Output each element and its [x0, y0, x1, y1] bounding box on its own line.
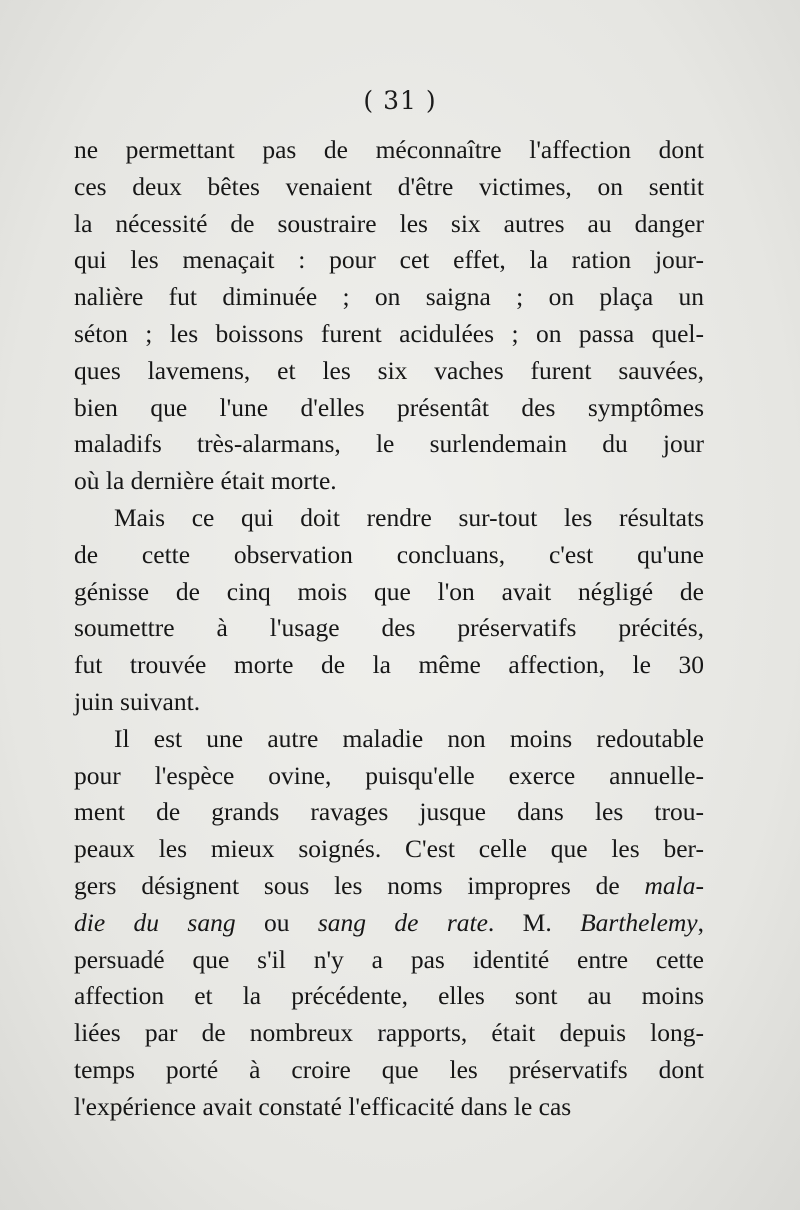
text-line: ne permettant pas de méconnaître l'affection dont — [74, 135, 704, 164]
text-line: Mais ce qui doit rendre sur-tout les résultats — [114, 502, 704, 532]
italic-term: die du sang — [74, 907, 236, 937]
italic-name: Barthelemy — [580, 907, 698, 937]
text-line: persuadé que s'il n'y a pas identité entre cette — [74, 944, 704, 974]
italic-term: mala- — [644, 870, 704, 900]
text-line: la nécessité de soustraire les six autres au danger — [74, 208, 704, 238]
text-line: soumettre à l'usage des préservatifs précités, — [74, 613, 704, 643]
text-line: fut trouvée morte de la même affection, le 30 — [74, 650, 704, 680]
text-line: bien que l'une d'elles présentât des symptômes — [74, 392, 704, 422]
text-line: l'expérience avait constaté l'efficacité dans le cas — [74, 1091, 572, 1121]
text-line: juin suivant. — [74, 686, 201, 716]
text-line: nalière fut diminuée ; on saigna ; on plaça un — [74, 282, 704, 312]
italic-term: sang de rate — [317, 907, 488, 937]
text-line: peaux les mieux soignés. C'est celle que les ber- — [74, 834, 704, 864]
text-segment: ou — [235, 907, 318, 937]
text-line: ques lavemens, et les six vaches furent sauvées, — [74, 355, 704, 385]
text-line: qui les menaçait : pour cet effet, la ration jour- — [74, 245, 704, 275]
text-line: ces deux bêtes venaient d'être victimes, on sentit — [74, 171, 704, 201]
text-line-with-italic — [74, 868, 704, 905]
text-line: temps porté à croire que les préservatifs dont — [74, 1054, 704, 1084]
text-line: liées par de nombreux rapports, était depuis long- — [74, 1018, 704, 1048]
text-line: de cette observation concluans, c'est qu'une — [74, 539, 704, 569]
page-number: ( 31 ) — [363, 86, 437, 115]
text-line: génisse de cinq mois que l'on avait négligé de — [74, 576, 704, 606]
text-line: pour l'espèce ovine, puisqu'elle exerce annuelle- — [74, 760, 704, 790]
text-line-with-italic — [74, 905, 704, 942]
text-line: Il est une autre maladie non moins redoutable — [114, 723, 704, 753]
text-segment: gers désignent sous les noms impropres de — [74, 870, 620, 900]
text-segment: , — [697, 907, 704, 937]
text-line: maladifs très-alarmans, le surlendemain du jour — [74, 429, 704, 459]
text-line: affection et la précédente, elles sont au moins — [74, 981, 704, 1011]
text-line: ment de grands ravages jusque dans les trou- — [74, 797, 704, 827]
text-line: séton ; les boissons furent acidulées ; on passa quel- — [74, 318, 704, 348]
text-line: où la dernière était morte. — [74, 466, 337, 496]
body-text — [74, 132, 704, 1126]
text-segment: . M. — [487, 907, 581, 937]
